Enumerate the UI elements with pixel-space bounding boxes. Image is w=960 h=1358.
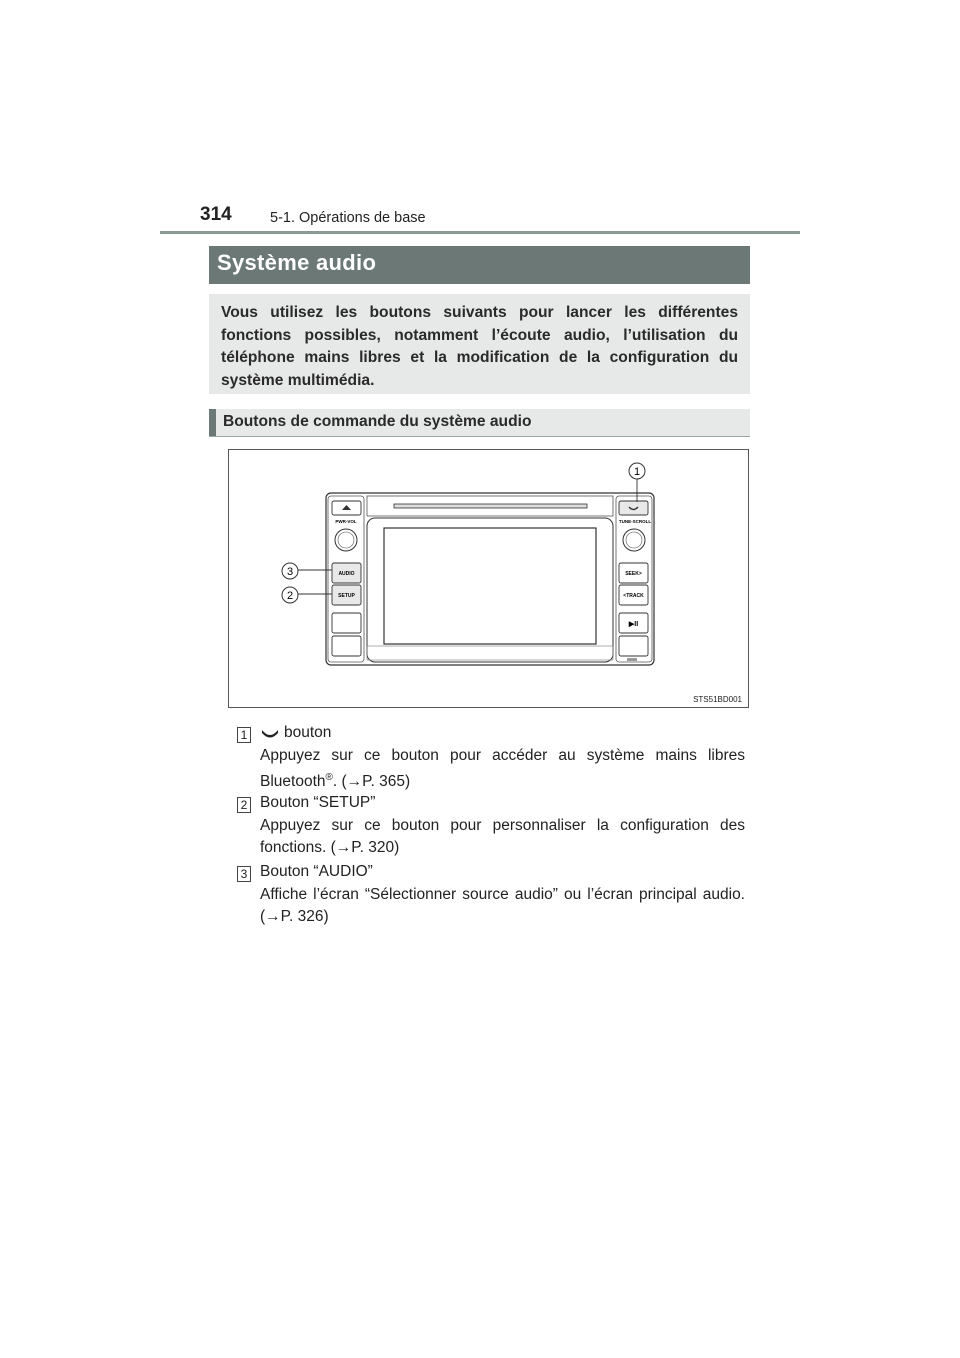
play-pause-icon: ▶II — [628, 621, 639, 628]
item-number: 2 — [237, 797, 251, 813]
subsection-title: Boutons de commande du système audio — [223, 413, 532, 430]
intro-box — [209, 294, 750, 394]
setup-label: SETUP — [338, 593, 355, 599]
display-screen — [384, 528, 596, 644]
item-title: Bouton “AUDIO” — [260, 863, 373, 880]
left-blank-button-2 — [332, 636, 361, 656]
seek-label: SEEK> — [625, 571, 642, 577]
tune-scroll-label: TUNE-SCROLL — [618, 519, 652, 524]
list-item — [237, 724, 747, 789]
subsection-marker — [209, 409, 216, 436]
page-title: Système audio — [217, 250, 377, 275]
item-desc-text: Appuyez sur ce bouton pour accéder au système mains libres Bluetooth — [260, 747, 745, 790]
callout-2-label: 2 — [286, 590, 294, 602]
registered-mark: ® — [325, 771, 333, 783]
callout-3-label: 3 — [286, 566, 294, 578]
list-item — [237, 794, 747, 859]
item-description — [260, 745, 745, 792]
subsection-header — [209, 409, 750, 437]
item-description: Affiche l’écran “Sélectionner source audio” ou l’écran principal audio. (→P. 326) — [260, 886, 745, 925]
page-number: 314 — [200, 204, 232, 225]
item-description: Appuyez sur ce bouton pour personnaliser la configuration des fonctions. (→P. 320) — [260, 817, 745, 856]
list-item — [237, 863, 747, 928]
item-title: Bouton “SETUP” — [260, 794, 376, 811]
phone-icon — [260, 727, 280, 739]
audio-unit-figure — [228, 449, 749, 708]
mic-grille — [627, 658, 637, 661]
item-number: 3 — [237, 866, 251, 882]
item-title — [260, 724, 331, 742]
phone-button — [619, 501, 648, 515]
cd-slot — [394, 504, 587, 508]
item-desc-ref: . (→P. 365) — [332, 772, 411, 790]
item-number: 1 — [237, 727, 251, 743]
figure-code: STS51BD001 — [693, 695, 742, 704]
audio-label: AUDIO — [338, 571, 355, 577]
right-blank-button — [619, 636, 648, 656]
section-header: 5-1. Opérations de base — [270, 210, 426, 226]
track-label: <TRACK — [623, 593, 644, 599]
title-bar — [209, 246, 750, 284]
header-divider — [160, 231, 800, 234]
pwr-vol-label: PWR-VOL — [335, 519, 357, 524]
left-blank-button-1 — [332, 613, 361, 633]
callout-1-label: 1 — [633, 466, 641, 478]
item-title-text: bouton — [284, 724, 332, 741]
intro-text: Vous utilisez les boutons suivants pour lancer les différentes fonctions possibles, notamment l’écoute audio, l’utilisation du téléphone mains libres et la modification de la configuration du système multimédia. — [221, 304, 738, 389]
audio-unit-drawing — [229, 450, 750, 709]
